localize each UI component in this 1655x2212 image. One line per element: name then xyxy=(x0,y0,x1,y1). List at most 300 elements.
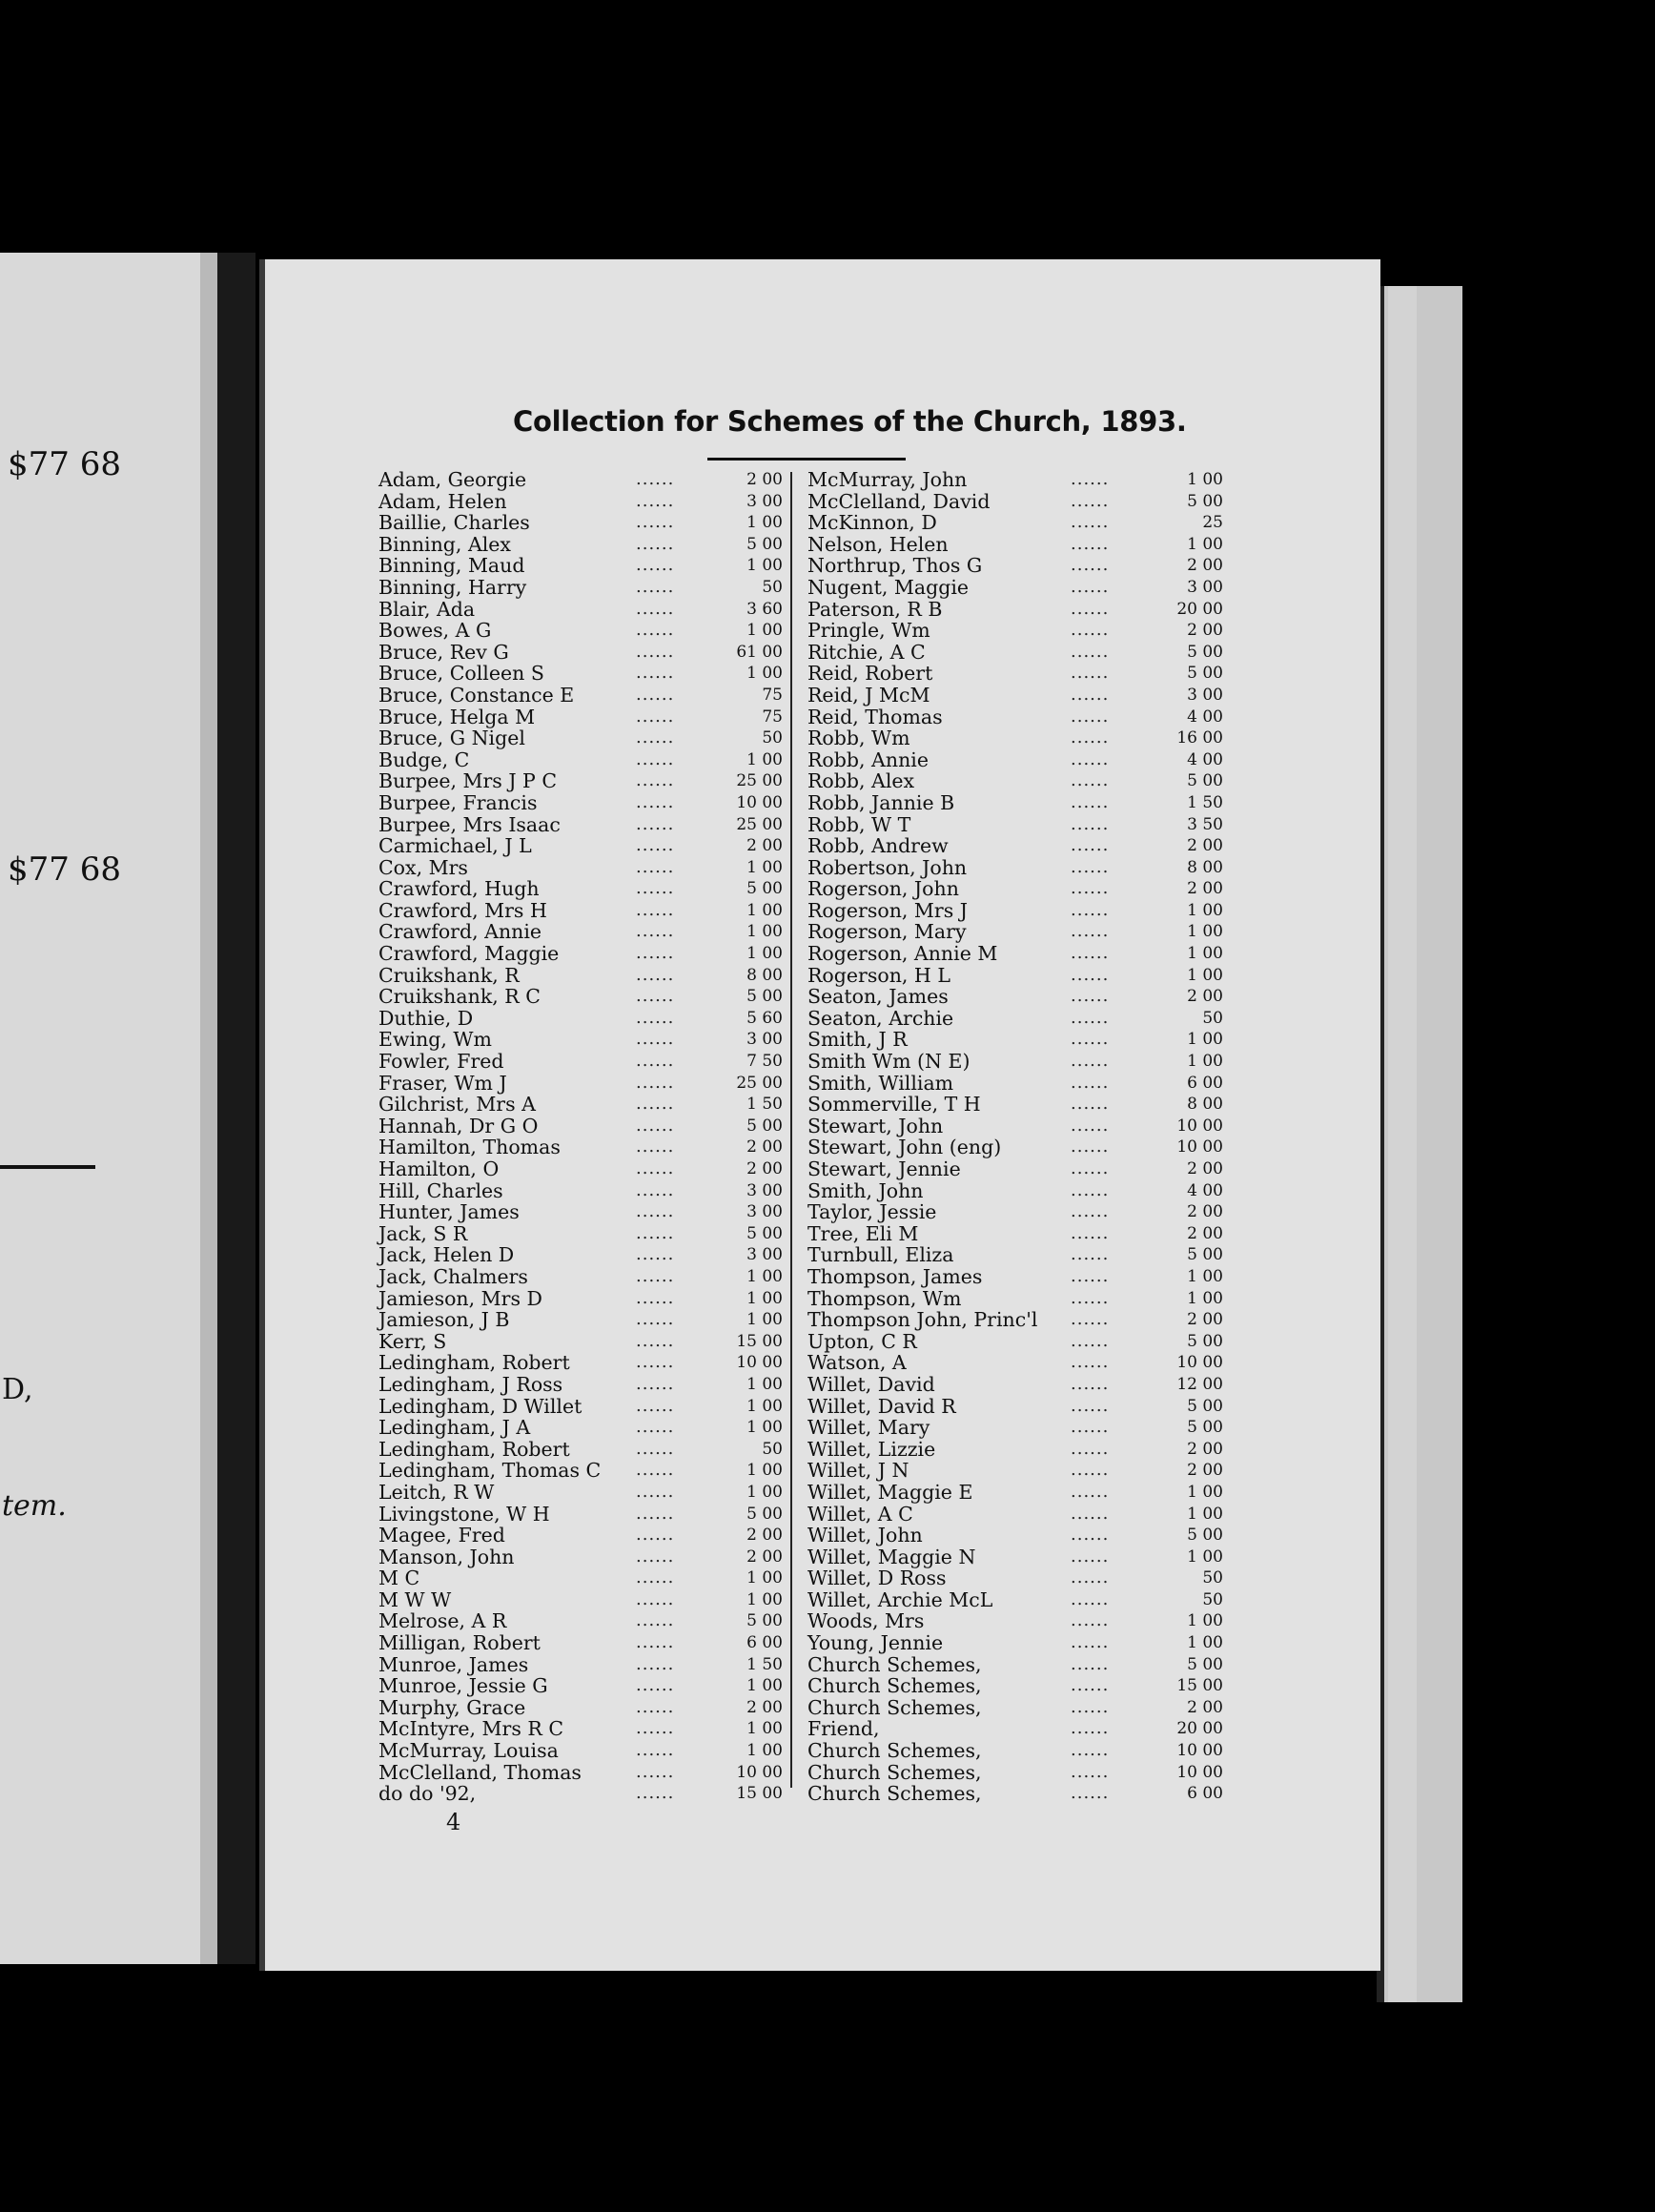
contribution-row xyxy=(792,1717,1223,1741)
leader-dots: ...... xyxy=(1071,1567,1110,1588)
leader-dots: ...... xyxy=(1071,533,1110,554)
leader-dots: ...... xyxy=(1071,921,1110,942)
contribution-amount: 2 00 xyxy=(1187,987,1223,1007)
contributor-name: Jack, Chalmers xyxy=(378,1264,528,1288)
contribution-amount: 2 00 xyxy=(1187,836,1223,856)
contribution-amount: 8 00 xyxy=(1187,1095,1223,1115)
contribution-amount: 5 00 xyxy=(746,879,783,899)
leader-dots: ...... xyxy=(636,813,675,834)
leader-dots: ...... xyxy=(636,1696,675,1717)
contribution-row xyxy=(792,1545,1223,1568)
contributor-name: Willet, Lizzie xyxy=(807,1437,936,1461)
contribution-amount: 75 xyxy=(762,685,783,705)
leader-dots: ...... xyxy=(1071,641,1110,662)
leader-dots: ...... xyxy=(636,706,675,727)
contributor-name: Robb, W T xyxy=(807,812,911,836)
contributor-name: Willet, Maggie N xyxy=(807,1545,976,1568)
contribution-amount: 5 00 xyxy=(1187,1396,1223,1416)
contribution-amount: 25 xyxy=(1202,513,1223,533)
contributor-name: Rogerson, Annie M xyxy=(807,942,998,966)
contribution-amount: 5 00 xyxy=(746,1504,783,1524)
contribution-amount: 1 00 xyxy=(1187,900,1223,920)
contributor-name: McIntyre, Mrs R C xyxy=(378,1717,564,1741)
leader-dots: ...... xyxy=(636,663,675,684)
contribution-amount: 5 00 xyxy=(1187,771,1223,791)
contribution-row xyxy=(367,1137,787,1158)
leader-dots: ...... xyxy=(636,1115,675,1136)
leader-dots: ...... xyxy=(1071,1653,1110,1674)
contributor-name: Turnbull, Eliza xyxy=(807,1243,954,1267)
contributor-name: McKinnon, D xyxy=(807,511,937,535)
contribution-row xyxy=(792,1006,1223,1030)
contributor-name: Carmichael, J L xyxy=(378,834,532,858)
contribution-row xyxy=(367,727,787,749)
contribution-amount: 7 50 xyxy=(746,1052,783,1072)
contribution-row xyxy=(367,469,787,491)
contribution-row xyxy=(792,1609,1223,1633)
leader-dots: ...... xyxy=(636,1309,675,1330)
contributor-name: Willet, Maggie E xyxy=(807,1480,973,1504)
leader-dots: ...... xyxy=(1071,943,1110,964)
contribution-row xyxy=(792,468,1223,491)
leader-dots: ...... xyxy=(1071,1588,1110,1609)
leader-dots: ...... xyxy=(636,1395,675,1416)
contribution-row xyxy=(367,663,787,685)
contributor-name: Burpee, Mrs Isaac xyxy=(378,812,561,836)
contribution-row xyxy=(792,1459,1223,1483)
leader-dots: ...... xyxy=(1071,835,1110,856)
contribution-row xyxy=(367,512,787,534)
contribution-row xyxy=(367,1266,787,1288)
contribution-row xyxy=(367,1654,787,1676)
contribution-amount: 1 00 xyxy=(746,749,783,769)
leader-dots: ...... xyxy=(636,1179,675,1200)
contribution-amount: 1 00 xyxy=(746,1482,783,1502)
leader-dots: ...... xyxy=(1071,856,1110,877)
contribution-amount: 1 00 xyxy=(746,556,783,576)
contribution-amount: 1 00 xyxy=(746,513,783,533)
leader-dots: ...... xyxy=(636,1265,675,1286)
leader-dots: ...... xyxy=(636,533,675,554)
contribution-amount: 1 50 xyxy=(1187,792,1223,812)
leader-dots: ...... xyxy=(636,835,675,856)
contribution-amount: 50 xyxy=(1202,1008,1223,1028)
contributor-name: Taylor, Jessie xyxy=(807,1200,937,1224)
contribution-amount: 20 00 xyxy=(1176,599,1223,619)
leader-dots: ...... xyxy=(636,1201,675,1222)
contributors-right-column xyxy=(792,468,1223,1806)
contributor-name: Murphy, Grace xyxy=(378,1695,526,1719)
contribution-row xyxy=(792,1674,1223,1698)
contribution-row xyxy=(367,1546,787,1568)
leader-dots: ...... xyxy=(636,1481,675,1502)
contribution-row xyxy=(367,1352,787,1374)
contribution-amount: 1 00 xyxy=(746,1719,783,1739)
contribution-row xyxy=(367,1374,787,1396)
contribution-row xyxy=(792,963,1223,987)
contributor-name: McMurray, John xyxy=(807,468,968,491)
contribution-amount: 2 00 xyxy=(746,470,783,489)
contribution-amount: 2 00 xyxy=(1187,1202,1223,1222)
contributor-name: Ledingham, J A xyxy=(378,1416,531,1440)
leader-dots: ...... xyxy=(636,1675,675,1696)
contribution-amount: 1 00 xyxy=(746,1396,783,1416)
contribution-amount: 1 50 xyxy=(746,1654,783,1674)
leader-dots: ...... xyxy=(1071,1675,1110,1696)
contribution-row xyxy=(792,1631,1223,1655)
contribution-amount: 10 00 xyxy=(1176,1137,1223,1157)
contributor-name: Fraser, Wm J xyxy=(378,1071,507,1095)
contribution-amount: 1 00 xyxy=(746,922,783,942)
contributor-name: Ledingham, Thomas C xyxy=(378,1459,602,1483)
contribution-amount: 10 00 xyxy=(1176,1762,1223,1782)
contribution-amount: 2 00 xyxy=(1187,879,1223,899)
leader-dots: ...... xyxy=(636,1222,675,1243)
contribution-amount: 1 00 xyxy=(746,1418,783,1438)
leader-dots: ...... xyxy=(636,1029,675,1050)
contribution-row xyxy=(792,834,1223,858)
leader-dots: ...... xyxy=(636,1761,675,1782)
contribution-row xyxy=(367,1762,787,1784)
contribution-amount: 4 00 xyxy=(1187,1180,1223,1200)
leader-dots: ...... xyxy=(1071,899,1110,920)
contribution-amount: 61 00 xyxy=(736,642,783,662)
leader-dots: ...... xyxy=(636,1244,675,1265)
leader-dots: ...... xyxy=(636,878,675,899)
leader-dots: ...... xyxy=(1071,1373,1110,1394)
contribution-row xyxy=(792,855,1223,879)
contribution-amount: 5 00 xyxy=(746,1116,783,1136)
contribution-row xyxy=(367,1116,787,1137)
contribution-amount: 8 00 xyxy=(1187,857,1223,877)
contributor-name: Church Schemes, xyxy=(807,1739,982,1763)
contributor-name: Adam, Helen xyxy=(378,489,507,513)
leader-dots: ...... xyxy=(1071,663,1110,684)
contributor-name: Robb, Wm xyxy=(807,727,910,750)
contribution-amount: 2 00 xyxy=(1187,1461,1223,1481)
leader-dots: ...... xyxy=(636,1287,675,1308)
contribution-row xyxy=(367,965,787,987)
contribution-row xyxy=(367,943,787,965)
contribution-amount: 1 00 xyxy=(746,900,783,920)
contribution-amount: 2 00 xyxy=(746,1159,783,1178)
leader-dots: ...... xyxy=(636,620,675,641)
contributor-name: Hannah, Dr G O xyxy=(378,1114,539,1137)
contribution-row xyxy=(792,1416,1223,1440)
left-page xyxy=(0,253,221,1964)
contributor-name: Binning, Harry xyxy=(378,575,527,599)
contribution-amount: 1 00 xyxy=(746,1374,783,1394)
leader-dots: ...... xyxy=(1071,1244,1110,1265)
leader-dots: ...... xyxy=(636,1417,675,1438)
leader-dots: ...... xyxy=(1071,512,1110,533)
contribution-row xyxy=(792,1587,1223,1611)
leader-dots: ...... xyxy=(636,1525,675,1546)
contribution-row xyxy=(792,942,1223,966)
contributor-name: Cruikshank, R xyxy=(378,963,520,987)
contribution-row xyxy=(792,1093,1223,1116)
contributor-name: Hamilton, O xyxy=(378,1157,500,1180)
contribution-amount: 5 60 xyxy=(746,1008,783,1028)
contribution-amount: 5 00 xyxy=(1187,664,1223,684)
leader-dots: ...... xyxy=(1071,1179,1110,1200)
contribution-amount: 50 xyxy=(762,1439,783,1459)
leader-dots: ...... xyxy=(1071,1265,1110,1286)
leader-dots: ...... xyxy=(636,964,675,985)
contribution-amount: 3 00 xyxy=(746,1245,783,1265)
leader-dots: ...... xyxy=(1071,576,1110,597)
contribution-amount: 6 00 xyxy=(1187,1073,1223,1093)
leader-dots: ...... xyxy=(1071,598,1110,619)
contribution-row xyxy=(792,1739,1223,1763)
contribution-row xyxy=(367,642,787,664)
leader-dots: ...... xyxy=(636,899,675,920)
contribution-amount: 1 00 xyxy=(1187,1633,1223,1653)
contributor-name: Robb, Andrew xyxy=(807,834,949,858)
contribution-row xyxy=(367,1525,787,1546)
contributor-name: Gilchrist, Mrs A xyxy=(378,1093,536,1116)
leader-dots: ...... xyxy=(1071,555,1110,576)
contribution-amount: 1 00 xyxy=(746,664,783,684)
contribution-amount: 3 60 xyxy=(746,599,783,619)
contribution-amount: 25 00 xyxy=(736,1073,783,1093)
contributor-name: Munroe, Jessie G xyxy=(378,1674,548,1698)
contribution-amount: 3 00 xyxy=(746,1202,783,1222)
leader-dots: ...... xyxy=(636,791,675,812)
contributor-name: Cox, Mrs xyxy=(378,855,468,879)
contributor-name: Friend, xyxy=(807,1717,880,1741)
contribution-amount: 4 00 xyxy=(1187,707,1223,727)
contributor-name: Watson, A xyxy=(807,1351,907,1375)
contribution-row xyxy=(367,1094,787,1116)
contributor-name: Ledingham, D Willet xyxy=(378,1394,582,1418)
contribution-amount: 3 00 xyxy=(746,1180,783,1200)
contribution-row xyxy=(792,1652,1223,1676)
contributor-name: Magee, Fred xyxy=(378,1524,505,1547)
contributor-name: Livingstone, W H xyxy=(378,1502,550,1526)
contribution-amount: 25 00 xyxy=(736,814,783,834)
contribution-amount: 50 xyxy=(762,577,783,597)
contribution-amount: 3 00 xyxy=(746,491,783,511)
leader-dots: ...... xyxy=(1071,1072,1110,1093)
contributor-name: Jack, Helen D xyxy=(378,1243,515,1267)
contribution-amount: 8 00 xyxy=(746,965,783,985)
contribution-amount: 1 00 xyxy=(746,857,783,877)
leader-dots: ...... xyxy=(1071,1137,1110,1157)
leader-dots: ...... xyxy=(636,512,675,533)
contributor-name: Willet, John xyxy=(807,1524,923,1547)
contribution-row xyxy=(792,920,1223,944)
leader-dots: ...... xyxy=(1071,1783,1110,1804)
contribution-amount: 2 00 xyxy=(746,1546,783,1567)
contribution-row xyxy=(792,1567,1223,1590)
contributor-name: Thompson, James xyxy=(807,1264,983,1288)
leader-dots: ...... xyxy=(636,1330,675,1351)
contributor-name: Kerr, S xyxy=(378,1329,447,1353)
contribution-amount: 5 00 xyxy=(1187,1245,1223,1265)
contributor-name: Fowler, Fred xyxy=(378,1050,504,1074)
contributor-name: Leitch, R W xyxy=(378,1480,495,1504)
contribution-row xyxy=(792,705,1223,728)
contributor-name: Rogerson, Mrs J xyxy=(807,898,968,922)
contribution-row xyxy=(367,1610,787,1632)
contribution-amount: 15 00 xyxy=(736,1331,783,1351)
contribution-amount: 75 xyxy=(762,707,783,727)
contributor-name: Bowes, A G xyxy=(378,619,492,643)
contributor-name: Willet, Mary xyxy=(807,1416,930,1440)
leader-dots: ...... xyxy=(636,921,675,942)
contributor-name: Tree, Eli M xyxy=(807,1221,919,1245)
left-amount-top: $77 68 xyxy=(8,445,121,483)
contribution-row xyxy=(367,1180,787,1202)
contributor-name: Woods, Mrs xyxy=(807,1609,925,1633)
contributor-name: Bruce, G Nigel xyxy=(378,727,525,750)
contribution-amount: 10 00 xyxy=(736,1353,783,1373)
contributor-name: Hamilton, Thomas xyxy=(378,1136,561,1159)
contribution-row xyxy=(367,1740,787,1762)
contribution-row xyxy=(792,1286,1223,1310)
contribution-amount: 1 00 xyxy=(1187,1504,1223,1524)
contribution-amount: 10 00 xyxy=(1176,1353,1223,1373)
contribution-row xyxy=(792,1524,1223,1547)
contribution-amount: 25 00 xyxy=(736,771,783,791)
leader-dots: ...... xyxy=(636,1158,675,1178)
leader-dots: ...... xyxy=(636,1567,675,1588)
leader-dots: ...... xyxy=(636,1783,675,1804)
leader-dots: ...... xyxy=(636,1072,675,1093)
contribution-row xyxy=(792,1695,1223,1719)
page-edge-inner xyxy=(1388,286,1417,2002)
contribution-row xyxy=(367,1504,787,1526)
contribution-amount: 10 00 xyxy=(736,792,783,812)
contribution-row xyxy=(792,1372,1223,1396)
contribution-row xyxy=(367,1396,787,1418)
left-amount-bottom: $77 68 xyxy=(8,850,121,889)
contributor-name: Church Schemes, xyxy=(807,1674,982,1698)
contribution-amount: 2 00 xyxy=(1187,1697,1223,1717)
leader-dots: ...... xyxy=(636,748,675,769)
leader-dots: ...... xyxy=(1071,986,1110,1007)
leader-dots: ...... xyxy=(636,576,675,597)
contribution-row xyxy=(367,1158,787,1180)
contribution-amount: 1 00 xyxy=(1187,1266,1223,1286)
contributor-name: Willet, Archie McL xyxy=(807,1587,993,1611)
contributor-name: Crawford, Annie xyxy=(378,920,542,944)
contributor-name: Robb, Jannie B xyxy=(807,790,955,814)
leader-dots: ...... xyxy=(1071,964,1110,985)
contribution-amount: 1 00 xyxy=(1187,534,1223,554)
leader-dots: ...... xyxy=(1071,1029,1110,1050)
contribution-amount: 1 00 xyxy=(1187,470,1223,489)
contributor-name: Bruce, Helga M xyxy=(378,705,536,728)
contribution-amount: 2 00 xyxy=(1187,556,1223,576)
leader-dots: ...... xyxy=(636,1740,675,1761)
contribution-row xyxy=(367,1073,787,1095)
contributor-name: Smith Wm (N E) xyxy=(807,1050,971,1074)
leader-dots: ...... xyxy=(1071,1503,1110,1524)
contribution-amount: 1 00 xyxy=(746,1310,783,1330)
contribution-row xyxy=(792,597,1223,621)
contribution-row xyxy=(792,1243,1223,1267)
contributor-name: Duthie, D xyxy=(378,1006,474,1030)
contribution-amount: 1 00 xyxy=(1187,965,1223,985)
leader-dots: ...... xyxy=(1071,1201,1110,1222)
contribution-row xyxy=(792,1351,1223,1375)
contribution-row xyxy=(792,1308,1223,1332)
contribution-amount: 3 00 xyxy=(1187,577,1223,597)
contribution-amount: 1 00 xyxy=(1187,1611,1223,1631)
page-number: 4 xyxy=(446,1809,461,1835)
contributor-name: Smith, J R xyxy=(807,1028,908,1052)
contribution-amount: 1 00 xyxy=(1187,1052,1223,1072)
contribution-amount: 2 00 xyxy=(1187,621,1223,641)
contribution-amount: 5 00 xyxy=(1187,1654,1223,1674)
leader-dots: ...... xyxy=(636,490,675,511)
contribution-row xyxy=(367,1288,787,1310)
contributor-name: McClelland, David xyxy=(807,489,991,513)
contributor-name: Stewart, John (eng) xyxy=(807,1136,1002,1159)
leader-dots: ...... xyxy=(1071,1525,1110,1546)
contributor-name: Young, Jennie xyxy=(807,1631,944,1655)
leader-dots: ...... xyxy=(636,1051,675,1072)
contribution-row xyxy=(792,898,1223,922)
contribution-row xyxy=(367,1460,787,1482)
contributor-name: Rogerson, Mary xyxy=(807,920,967,944)
contribution-amount: 20 00 xyxy=(1176,1719,1223,1739)
contribution-amount: 1 00 xyxy=(746,1741,783,1761)
left-total-rule xyxy=(0,1165,95,1169)
contributor-name: Robb, Annie xyxy=(807,748,929,771)
contributor-name: M W W xyxy=(378,1587,452,1611)
leader-dots: ...... xyxy=(1071,878,1110,899)
contribution-amount: 2 00 xyxy=(746,1137,783,1157)
contribution-amount: 2 00 xyxy=(1187,1310,1223,1330)
leader-dots: ...... xyxy=(636,1373,675,1394)
contribution-row xyxy=(367,534,787,556)
contributor-name: Ledingham, J Ross xyxy=(378,1372,563,1396)
contribution-row xyxy=(367,770,787,792)
leader-dots: ...... xyxy=(1071,1481,1110,1502)
contributor-name: Thompson John, Princ'l xyxy=(807,1308,1038,1332)
contribution-row xyxy=(367,1309,787,1331)
contributor-name: Rogerson, H L xyxy=(807,963,950,987)
contributor-name: M C xyxy=(378,1567,420,1590)
contribution-amount: 1 00 xyxy=(746,1266,783,1286)
page-title: Collection for Schemes of the Church, 1893. xyxy=(513,405,1187,438)
contribution-amount: 3 50 xyxy=(1187,814,1223,834)
contribution-amount: 4 00 xyxy=(1187,749,1223,769)
contribution-amount: 12 00 xyxy=(1176,1374,1223,1394)
contributor-name: Munroe, James xyxy=(378,1652,529,1676)
leader-dots: ...... xyxy=(636,598,675,619)
contribution-amount: 2 00 xyxy=(746,1526,783,1546)
contribution-row xyxy=(792,812,1223,836)
contributor-name: Ewing, Wm xyxy=(378,1028,492,1052)
leader-dots: ...... xyxy=(636,856,675,877)
contribution-row xyxy=(367,577,787,599)
contribution-amount: 5 00 xyxy=(746,1611,783,1631)
leader-dots: ...... xyxy=(1071,706,1110,727)
contribution-row xyxy=(367,1589,787,1611)
book-gutter xyxy=(217,253,255,1964)
contribution-amount: 2 00 xyxy=(746,1697,783,1717)
leader-dots: ...... xyxy=(636,1094,675,1115)
leader-dots: ...... xyxy=(636,1632,675,1653)
left-page-binding-edge xyxy=(200,253,217,1964)
contributor-name: Melrose, A R xyxy=(378,1609,507,1633)
contribution-amount: 1 00 xyxy=(1187,1030,1223,1050)
contribution-row xyxy=(792,790,1223,814)
